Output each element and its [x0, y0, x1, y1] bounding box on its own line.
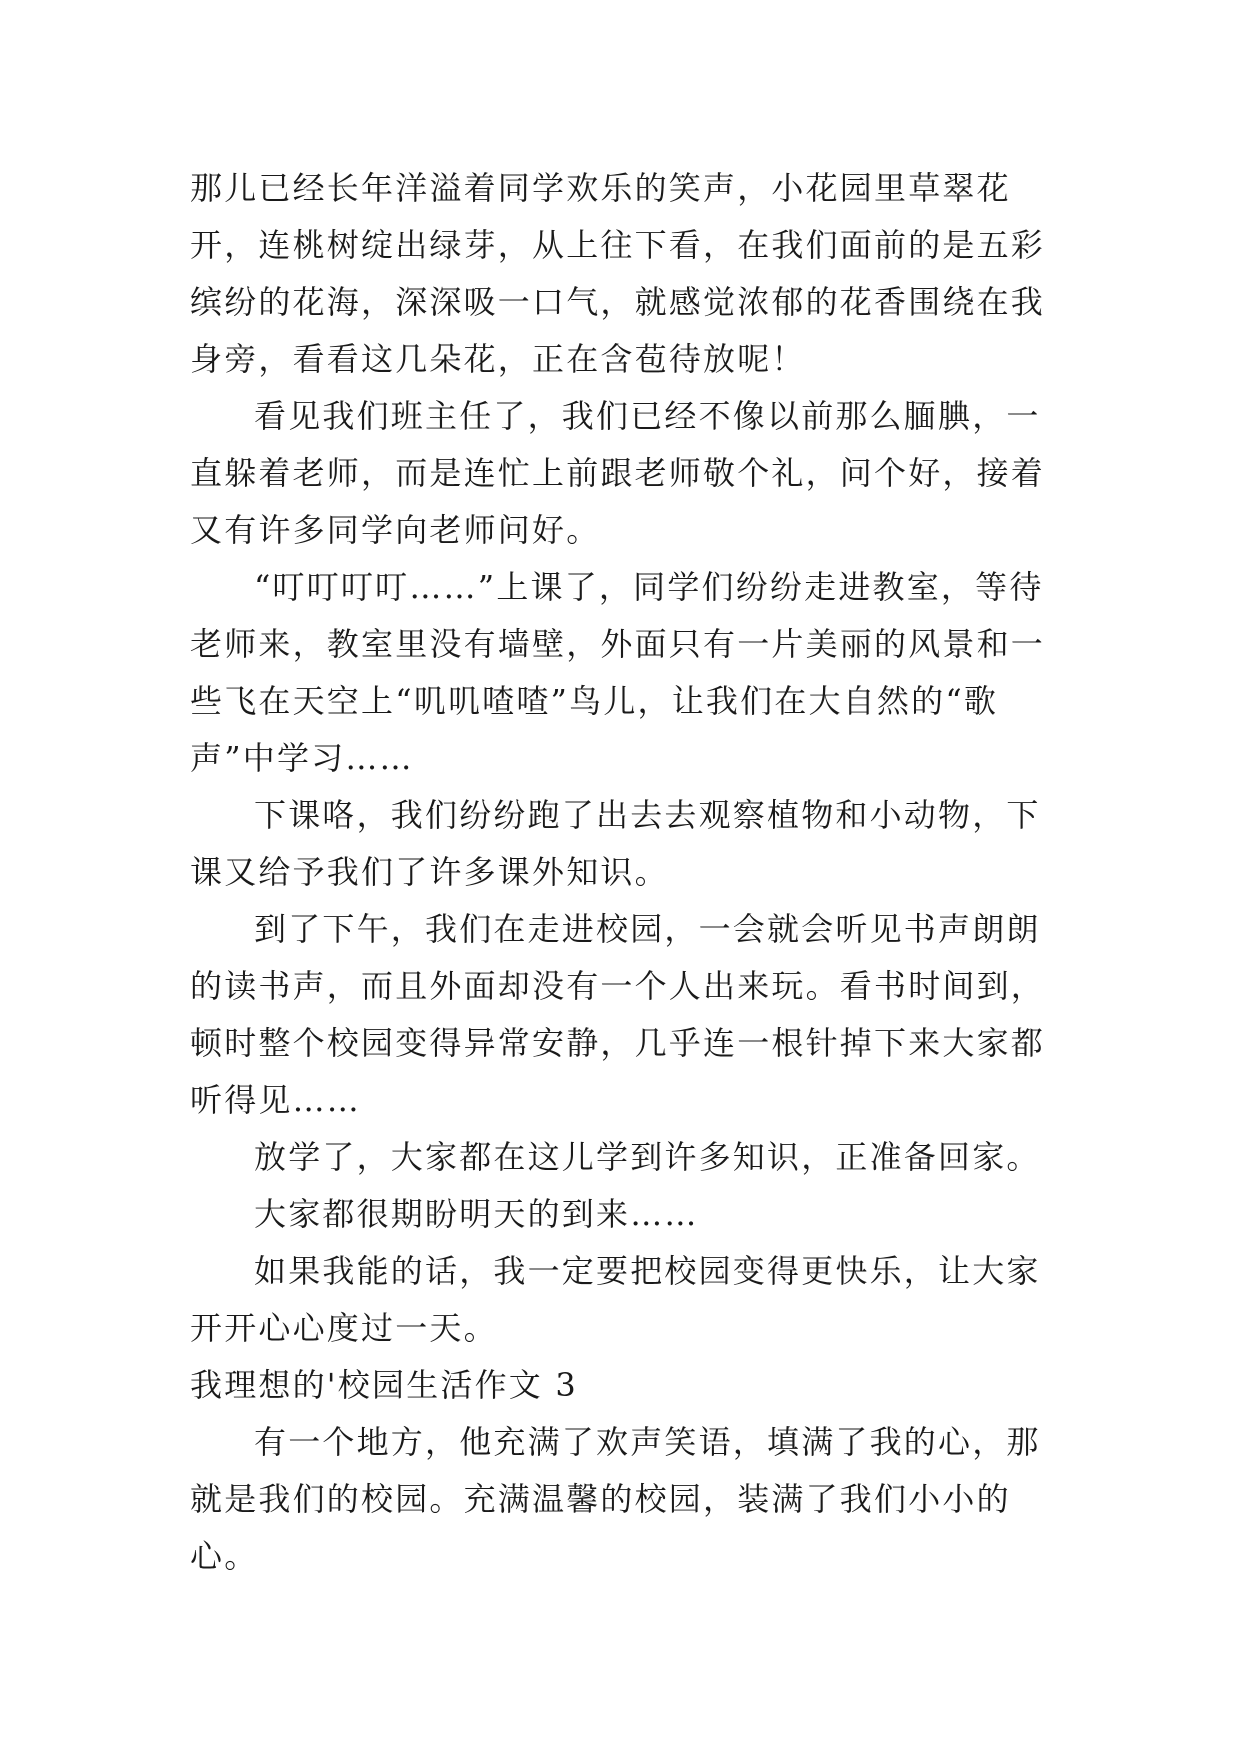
paragraph: “叮叮叮叮……”上课了，同学们纷纷走进教室，等待老师来，教室里没有墙壁，外面只有一片美丽的风景和一些飞在天空上“叽叽喳喳”鸟儿，让我们在大自然的“歌声”中学习…… — [190, 568, 1046, 777]
paragraph-continuation: 那儿已经长年洋溢着同学欢乐的笑声，小花园里草翠花开，连桃树绽出绿芽，从上往下看，在我们面前的是五彩缤纷的花海，深深吸一口气，就感觉浓郁的花香围绕在我身旁，看看这几朵花，正在含苞待放呢！ — [190, 169, 1046, 378]
paragraph: 下课咯，我们纷纷跑了出去去观察植物和小动物，下课又给予我们了许多课外知识。 — [190, 796, 1041, 891]
paragraph: 到了下午，我们在走进校园，一会就会听见书声朗朗的读书声，而且外面却没有一个人出来玩。看书时间到，顿时整个校园变得异常安静，几乎连一根针掉下来大家都听得见…… — [190, 910, 1046, 1119]
section-title: 我理想的'校园生活作文 3 — [190, 1366, 578, 1404]
paragraph: 如果我能的话，我一定要把校园变得更快乐，让大家开开心心度过一天。 — [190, 1252, 1041, 1347]
paragraph: 看见我们班主任了，我们已经不像以前那么腼腆，一直躲着老师，而是连忙上前跟老师敬个礼，问个好，接着又有许多同学向老师问好。 — [190, 397, 1046, 549]
paragraph: 大家都很期盼明天的到来…… — [254, 1195, 699, 1233]
document-body — [190, 160, 1070, 1585]
paragraph: 有一个地方，他充满了欢声笑语，填满了我的心，那就是我们的校园。充满温馨的校园，装满了我们小小的心。 — [190, 1423, 1041, 1575]
paragraph: 放学了，大家都在这儿学到许多知识，正准备回家。 — [254, 1138, 1041, 1176]
